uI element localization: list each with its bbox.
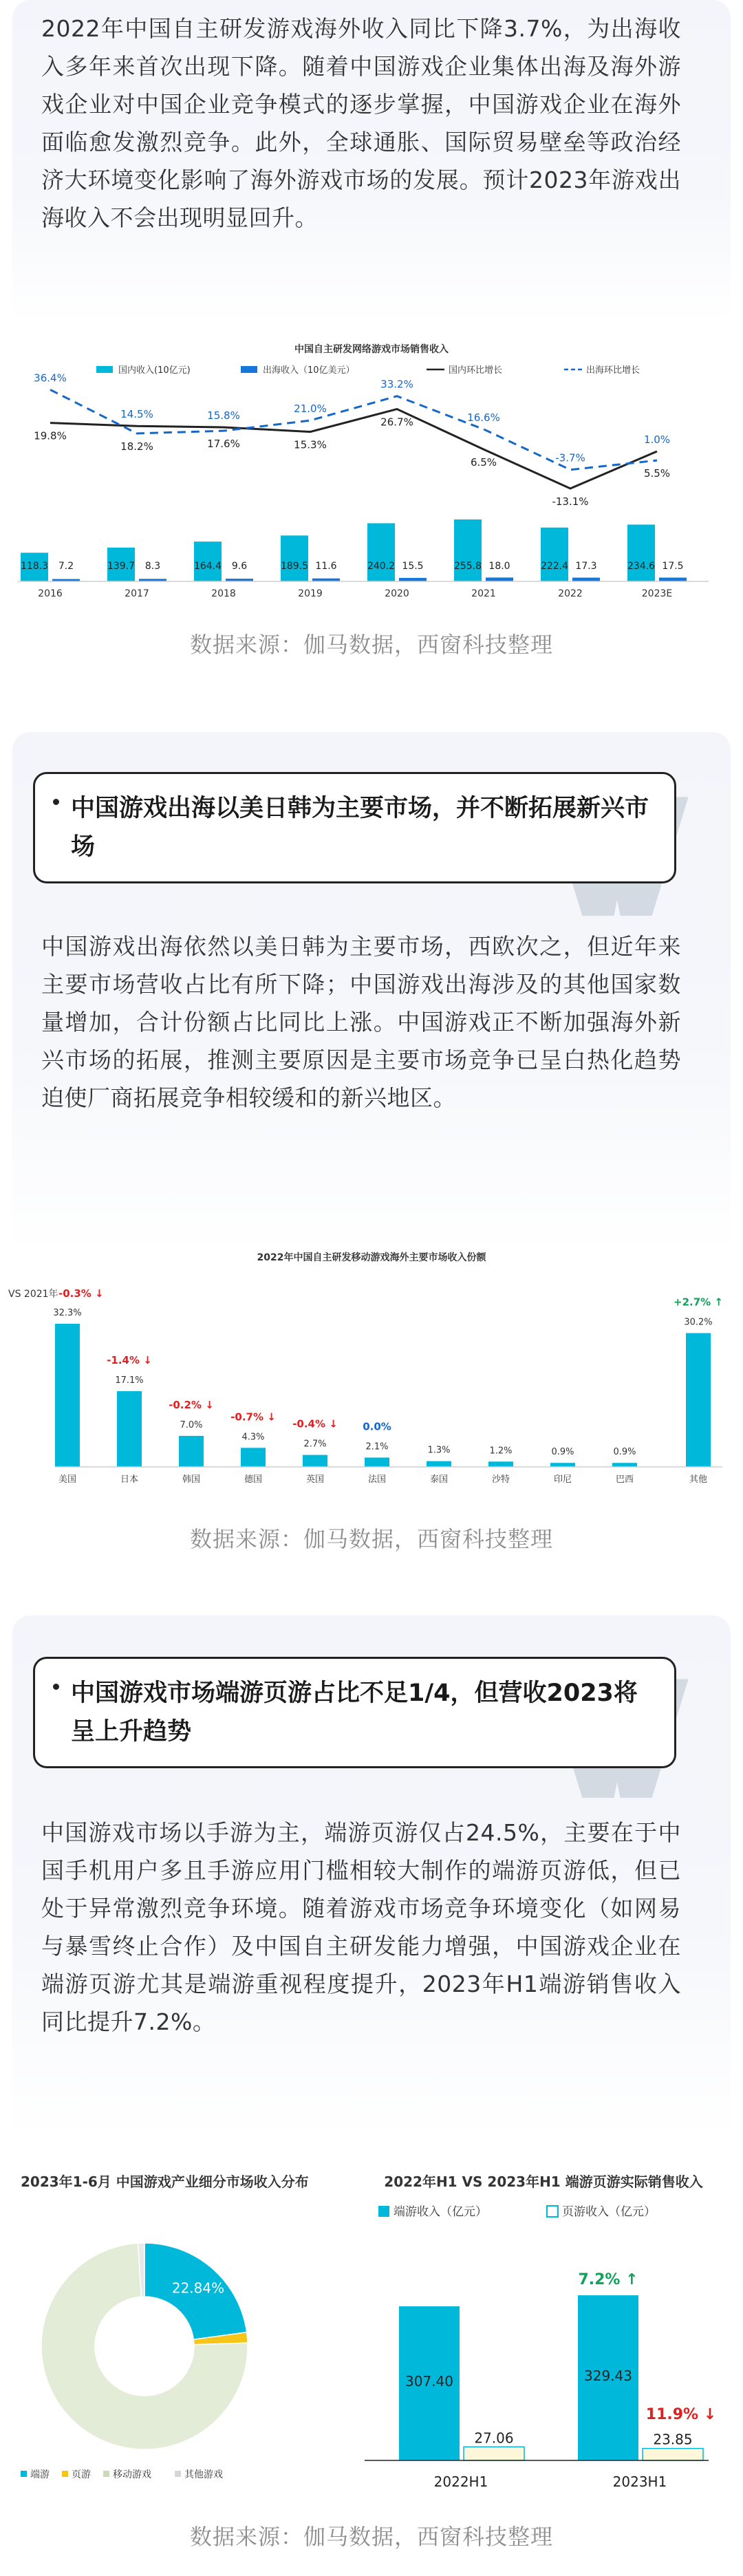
- chart2-change-label: 0.0%: [363, 1420, 391, 1433]
- chart2-value-label: 30.2%: [684, 1317, 713, 1328]
- chart1-legend: [96, 365, 640, 376]
- bullet-icon: [53, 1684, 59, 1690]
- chart1-label-domestic-growth: 19.8%: [34, 429, 67, 442]
- chart2-vs-label: VS 2021年: [8, 1289, 58, 1300]
- section3-heading: 中国游戏市场端游页游占比不足1/4，但营收2023将呈上升趋势: [71, 1679, 638, 1746]
- chart4: [358, 2167, 729, 2511]
- chart2-x-tick: 其他: [689, 1474, 708, 1485]
- chart1-bar-label-domestic: 240.2: [367, 561, 396, 572]
- chart1-bar-label-overseas: 18.0: [488, 561, 510, 572]
- chart1-legend-label: 出海收入（10亿美元）: [263, 365, 355, 376]
- chart3-legend-label: 移动游戏: [113, 2469, 151, 2480]
- chart2-bar: [488, 1461, 513, 1467]
- chart1-bar-label-domestic: 234.6: [627, 561, 656, 572]
- chart2: [7, 1247, 736, 1501]
- chart2-bar: [55, 1324, 80, 1467]
- chart1-label-domestic-growth: -13.1%: [552, 495, 589, 508]
- chart2-value-label: 2.1%: [365, 1441, 389, 1452]
- chart4-x-tick: 2022H1: [433, 2473, 488, 2490]
- chart4-legend-label: 页游收入（亿元）: [562, 2205, 656, 2219]
- chart1-x-tick: 2022: [558, 588, 583, 599]
- section1-source: 数据来源：伽马数据，西窗科技整理: [189, 632, 553, 658]
- bullet-icon: [53, 799, 59, 805]
- chart1-bar-label-overseas: 9.6: [231, 561, 248, 572]
- chart1-legend-swatch: [241, 366, 257, 373]
- chart1-bar-label-overseas: 11.6: [315, 561, 337, 572]
- chart2-x-tick: 美国: [58, 1474, 77, 1485]
- chart2-value-label: 32.3%: [53, 1308, 82, 1318]
- chart1-x-tick: 2023E: [641, 588, 673, 599]
- chart1-label-domestic-growth: 26.7%: [380, 416, 413, 429]
- chart4-bar-label-pc: 307.40: [405, 2373, 453, 2390]
- chart1-bar-overseas: [399, 578, 427, 581]
- chart2-value-label: 0.9%: [613, 1447, 636, 1458]
- chart1-bar-overseas: [659, 578, 687, 582]
- chart1-label-overseas-growth: 33.2%: [380, 378, 413, 391]
- chart1-label-overseas-growth: 1.0%: [643, 433, 671, 447]
- chart3-slice-label: 22.84%: [171, 2279, 225, 2297]
- chart4-bar-label-web: 23.85: [653, 2431, 693, 2448]
- chart1-bar-label-domestic: 222.4: [540, 561, 569, 572]
- chart4-annotation-web-decline: 11.9% ↓: [645, 2406, 717, 2423]
- chart4-bar-web: [464, 2447, 524, 2460]
- chart1-x-tick: 2021: [471, 588, 496, 599]
- chart1-label-overseas-growth: -3.7%: [555, 451, 585, 464]
- chart1-bar-domestic: [281, 535, 308, 581]
- chart1-bar-label-domestic: 189.5: [280, 561, 309, 572]
- chart2-change-label: -0.7% ↓: [230, 1410, 276, 1424]
- chart1-x-tick: 2016: [38, 588, 63, 599]
- chart3: [14, 2167, 351, 2491]
- chart1-title: 中国自主研发网络游戏市场销售收入: [294, 344, 449, 355]
- chart2-value-label: 2.7%: [303, 1439, 327, 1450]
- chart2-value-label: 7.0%: [180, 1419, 203, 1430]
- chart2-value-label: 0.9%: [551, 1447, 574, 1458]
- chart2-x-tick: 法国: [367, 1474, 387, 1485]
- chart1-label-domestic-growth: 5.5%: [643, 467, 671, 480]
- chart4-annotation-pc-growth: 7.2% ↑: [578, 2271, 638, 2288]
- chart2-change-label: -0.4% ↓: [292, 1417, 338, 1430]
- chart1-x-tick: 2018: [211, 588, 236, 599]
- chart2-value-label: 4.3%: [241, 1432, 265, 1443]
- chart2-x-tick: 德国: [244, 1474, 263, 1485]
- chart2-x-tick: 泰国: [429, 1474, 449, 1485]
- chart2-x-tick: 韩国: [182, 1474, 201, 1485]
- chart2-x-tick: 日本: [120, 1474, 139, 1485]
- chart2-bar: [686, 1333, 711, 1467]
- chart1-label-domestic-growth: 15.3%: [294, 438, 327, 451]
- chart1-bar-label-overseas: 17.3: [575, 561, 597, 572]
- chart1-x-tick: 2019: [298, 588, 323, 599]
- chart1-bar-overseas: [572, 578, 600, 581]
- chart4-legend-swatch: [378, 2206, 389, 2217]
- section2-heading: 中国游戏出海以美日韩为主要市场，并不断拓展新兴市场: [71, 795, 649, 861]
- chart1-bar-label-overseas: 15.5: [402, 561, 424, 572]
- section3-heading-box: [33, 1657, 676, 1768]
- chart1-bar-label-overseas: 7.2: [58, 561, 74, 572]
- chart2-change-label: -1.4% ↓: [107, 1353, 152, 1366]
- chart1-legend-label: 国内收入(10亿元): [118, 365, 191, 376]
- chart2-change-label: -0.3% ↓: [58, 1287, 104, 1300]
- chart2-bar: [365, 1457, 389, 1467]
- chart4-bar-label-pc: 329.43: [584, 2368, 632, 2384]
- chart2-value-label: 17.1%: [115, 1375, 144, 1386]
- section2-source: 数据来源：伽马数据，西窗科技整理: [189, 1526, 553, 1552]
- chart3-legend-swatch: [21, 2471, 27, 2477]
- chart2-value-label: 1.3%: [427, 1445, 451, 1456]
- chart2-value-label: 1.2%: [489, 1446, 513, 1457]
- chart1-label-overseas-growth: 14.5%: [120, 408, 153, 421]
- chart1-bar-domestic: [367, 523, 395, 581]
- chart4-legend-swatch: [547, 2206, 558, 2217]
- chart2-bar: [303, 1455, 327, 1467]
- chart4-bar-label-web: 27.06: [474, 2429, 514, 2447]
- chart1-label-domestic-growth: 18.2%: [120, 440, 153, 453]
- chart1-bar-domestic: [541, 528, 568, 581]
- chart2-x-tick: 英国: [305, 1474, 325, 1485]
- chart2-change-label: -0.2% ↓: [169, 1398, 214, 1411]
- chart1-label-overseas-growth: 15.8%: [207, 409, 240, 422]
- chart3-legend-label: 页游: [72, 2469, 91, 2480]
- chart1-bar-label-overseas: 17.5: [662, 561, 684, 572]
- chart2-x-tick: 巴西: [615, 1474, 634, 1485]
- chart1-bar-domestic: [627, 524, 655, 581]
- chart2-bar: [179, 1436, 204, 1467]
- chart1-x-tick: 2017: [125, 588, 149, 599]
- chart1-bar-overseas: [486, 577, 513, 581]
- chart1-legend-label: 出海环比增长: [586, 365, 640, 376]
- section2-heading-box: [33, 772, 676, 883]
- chart1: [14, 336, 729, 618]
- chart1-label-overseas-growth: 36.4%: [34, 372, 67, 385]
- chart2-bar: [427, 1461, 451, 1467]
- chart1-legend-swatch: [96, 366, 113, 373]
- chart1-x-tick: 2020: [385, 588, 409, 599]
- chart2-bar: [612, 1463, 637, 1467]
- section3-paragraph: 中国游戏市场以手游为主，端游页游仅占24.5%，主要在于中国手机用户多且手游应用门槛相较大制作的端游页游低，但已处于异常激烈竞争环境。随着游戏市场竞争环境变化（如网易与暴雪终止合作）及中国自主研发能力增强，中国游戏企业在端游页游尤其是端游重视程度提升，2023年H1端游销售收入同比提升7.2%。: [41, 1819, 681, 2035]
- chart1-bar-domestic: [454, 519, 482, 581]
- chart4-bar-web: [643, 2449, 703, 2460]
- chart1-bar-label-domestic: 118.3: [20, 561, 49, 572]
- chart1-label-overseas-growth: 21.0%: [294, 402, 327, 416]
- chart3-legend-swatch: [175, 2471, 181, 2477]
- chart4-title: 2022年H1 VS 2023年H1 端游页游实际销售收入: [384, 2174, 703, 2190]
- section3-source: 数据来源：伽马数据，西窗科技整理: [189, 2524, 553, 2550]
- chart3-title: 2023年1-6月 中国游戏产业细分市场收入分布: [21, 2174, 309, 2190]
- section2-paragraph: 中国游戏出海依然以美日韩为主要市场，西欧次之，但近年来主要市场营收占比有所下降；中国游戏出海涉及的其他国家数量增加，合计份额占比同比上涨。中国游戏正不断加强海外新兴市场的拓展，推测主要原因是主要市场竞争已呈白热化趋势迫使厂商拓展竞争相较缓和的新兴地区。: [41, 933, 681, 1111]
- chart1-label-domestic-growth: 6.5%: [470, 456, 497, 469]
- chart2-bar: [550, 1463, 575, 1467]
- chart1-label-overseas-growth: 16.6%: [467, 411, 500, 424]
- chart2-change-label: +2.7% ↑: [674, 1296, 723, 1309]
- chart2-bar: [241, 1448, 266, 1467]
- chart2-x-tick: 印尼: [553, 1474, 572, 1485]
- chart3-legend-label: 端游: [30, 2469, 50, 2480]
- section1-paragraph: 2022年中国自主研发游戏海外收入同比下降3.7%，为出海收入多年来首次出现下降。随着中国游戏企业集体出海及海外游戏企业对中国企业竞争模式的逐步掌握，中国游戏企业在海外面临愈发激烈竞争。此外，全球通胀、国际贸易壁垒等政治经济大环境变化影响了海外游戏市场的发展。预计2023年游戏出海收入不会出现明显回升。: [41, 15, 681, 231]
- chart1-bar-label-domestic: 255.8: [453, 561, 482, 572]
- chart1-bar-label-overseas: 8.3: [144, 561, 161, 572]
- chart2-x-tick: 沙特: [491, 1474, 510, 1485]
- chart3-legend-swatch: [103, 2471, 109, 2477]
- chart3-legend-label: 其他游戏: [184, 2469, 223, 2480]
- chart2-bar: [117, 1391, 142, 1467]
- chart4-x-tick: 2023H1: [612, 2473, 667, 2490]
- chart3-legend-swatch: [62, 2471, 68, 2477]
- chart4-legend-label: 端游收入（亿元）: [394, 2205, 487, 2219]
- chart1-bar-label-domestic: 164.4: [193, 561, 222, 572]
- chart1-bar-label-domestic: 139.7: [107, 561, 136, 572]
- chart1-legend-label: 国内环比增长: [449, 365, 503, 376]
- chart2-title: 2022年中国自主研发移动游戏海外主要市场收入份额: [257, 1252, 486, 1263]
- chart1-label-domestic-growth: 17.6%: [207, 438, 240, 451]
